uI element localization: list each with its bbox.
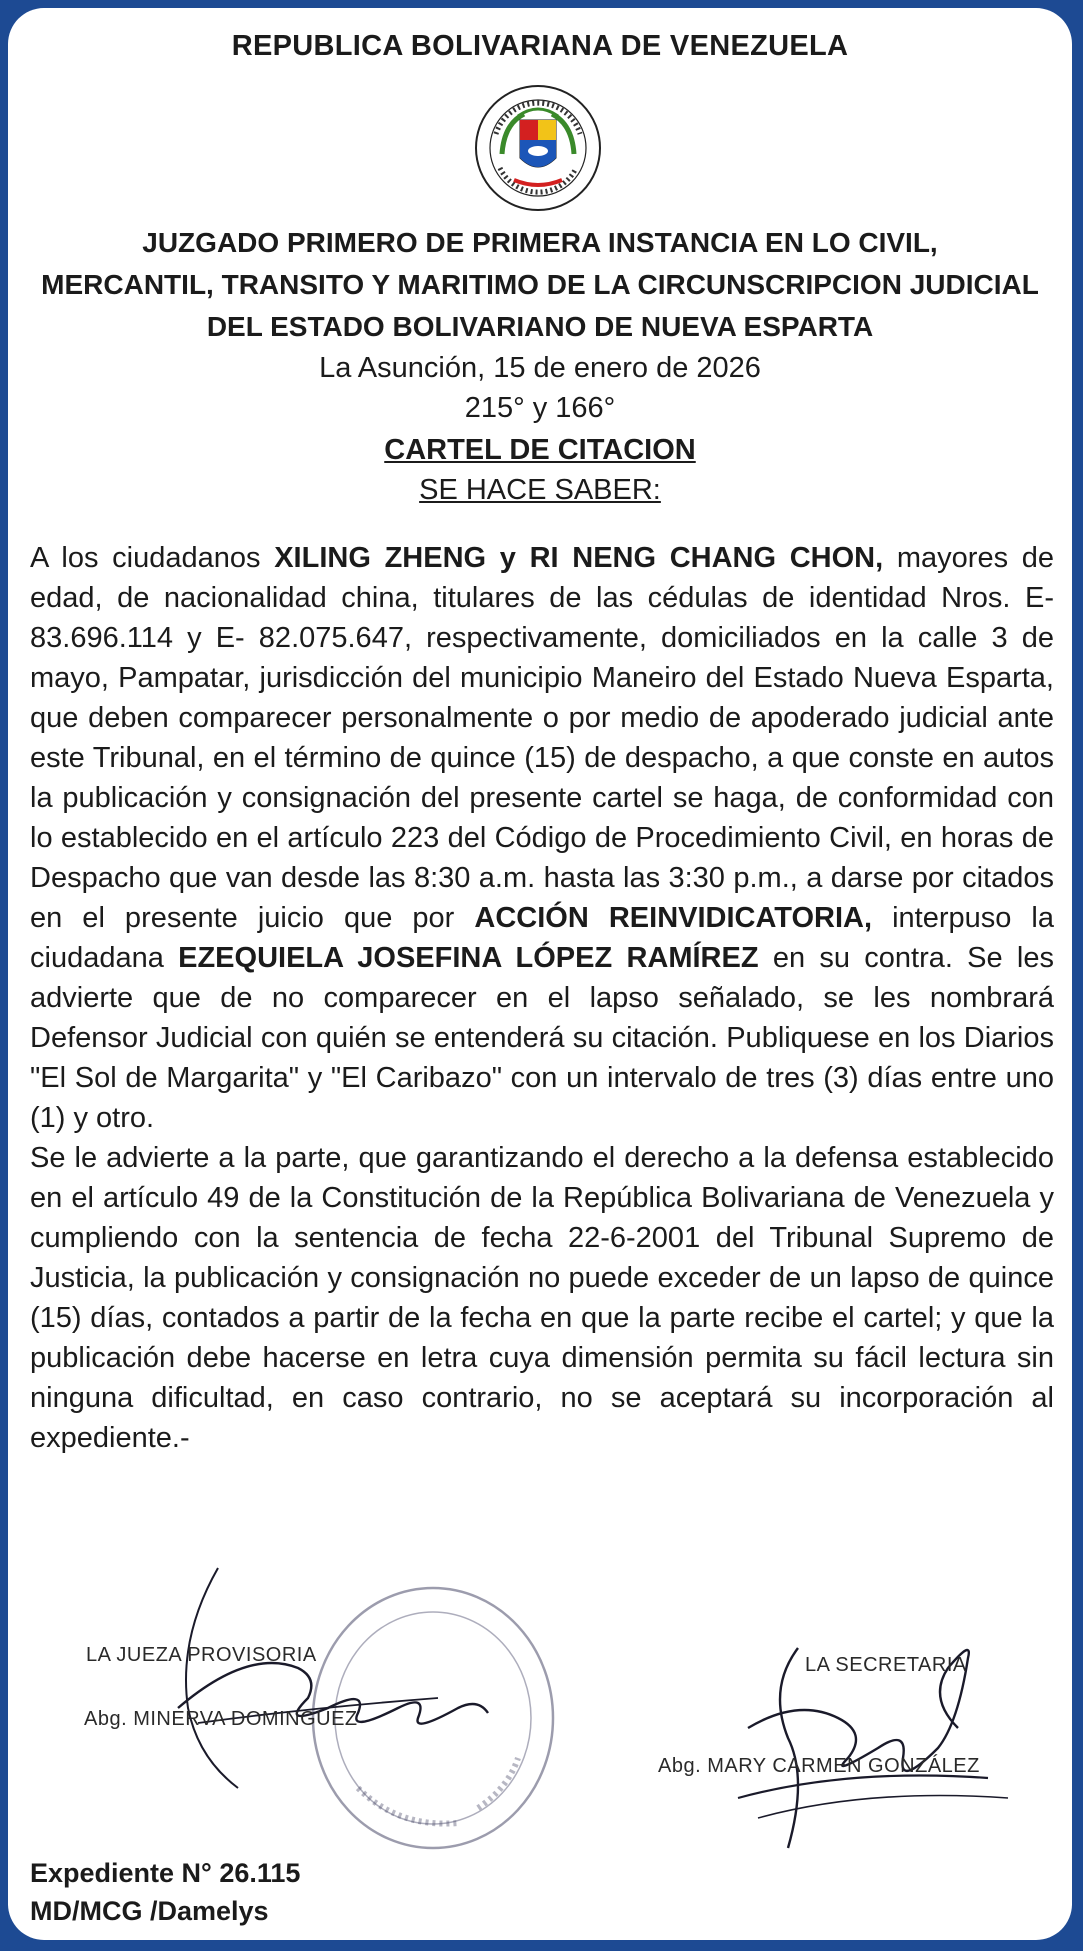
p1-text-b: mayores de edad, de nacionalidad china, titulares de las cédulas de identidad Nros. E- 83.696.114 y E- 82.075.647, respectivamente, domiciliados en la calle 3 de mayo, Pampatar, jurisdicción del municipio Maneiro del Estado Nueva Esparta, que deben comparecer personalmente o por medio de apoderado judicial ante este Tribunal, en el término de quince (15) de despacho, a que conste en autos la publicación y consignación del presente cartel se haga, de conformidad con lo establecido en el artículo 223 del Código de Procedimiento Civil, en horas de Despacho que van desde las 8:30 a.m. hasta las 3:30 p.m., a darse por citados en el presente juicio que por (30, 542, 1055, 934)
p1-text-d: en su contra. Se les advierte que de no comparecer en el lapso señalado, se les nombrará Defensor Judicial con quién se entenderá su citación. Publiquese en los Diarios "El Sol de Margarita" y "El Caribazo" con un intervalo de tres (3) días entre uno (1) y otro. (30, 942, 1054, 1134)
notice-body (30, 538, 1054, 1458)
case-initials: MD/MCG /Damelys (30, 1896, 269, 1926)
court-line-1: JUZGADO PRIMERO DE PRIMERA INSTANCIA EN LO CIVIL, (142, 227, 938, 258)
citation-notice (8, 8, 1072, 1940)
paragraph-2: Se le advierte a la parte, que garantizando el derecho a la defensa establecido en el artículo 49 de la Constitución de la República Bolivariana de Venezuela y cumpliendo con la sentencia de fecha 22-6-2001 del Tribunal Supremo de Justicia, la publicación y consignación no puede exceder de un lapso de quince (15) días, contados a partir de la fecha en que la parte recibe el cartel; y que la publicación debe hacerse en letra cuya dimensión permita su fácil lectura sin ninguna dificultad, en caso contrario, no se aceptará su incorporación al expediente.- (30, 1142, 1054, 1454)
secretary-name: Abg. MARY CARMEN GONZÁLEZ (658, 1755, 980, 1777)
plaintiff-name: EZEQUIELA JOSEFINA LÓPEZ RAMÍREZ (178, 942, 759, 974)
document-title: CARTEL DE CITACION (384, 434, 696, 466)
judge-title: LA JUEZA PROVISORIA (86, 1644, 317, 1666)
judge-name: Abg. MINERVA DOMINGUEZ (84, 1708, 358, 1730)
years-line: 215° y 166° (464, 392, 616, 424)
coat-of-arms-seal-icon (474, 84, 602, 212)
paragraph-1 (30, 538, 1054, 1138)
country-heading: REPUBLICA BOLIVARIANA DE VENEZUELA (231, 30, 849, 62)
document-subtitle: SE HACE SABER: (419, 474, 661, 506)
case-number: Expediente N° 26.115 (30, 1858, 301, 1888)
court-name (18, 222, 1062, 348)
p1-text-a: A los ciudadanos (30, 542, 275, 574)
defendant-names: XILING ZHENG y RI NENG CHANG CHON, (274, 542, 884, 574)
court-line-3: DEL ESTADO BOLIVARIANO DE NUEVA ESPARTA (206, 311, 874, 342)
action-type: ACCIÓN REINVIDICATORIA, (474, 902, 873, 934)
court-line-2: MERCANTIL, TRANSITO Y MARITIMO DE LA CIRCUNSCRIPCION JUDICIAL (41, 269, 1039, 300)
p1-text-c: interpuso la ciudadana (30, 902, 1054, 974)
secretary-title: LA SECRETARIA (805, 1654, 967, 1676)
place-date: La Asunción, 15 de enero de 2026 (319, 352, 761, 384)
place-date-block (8, 348, 1072, 428)
